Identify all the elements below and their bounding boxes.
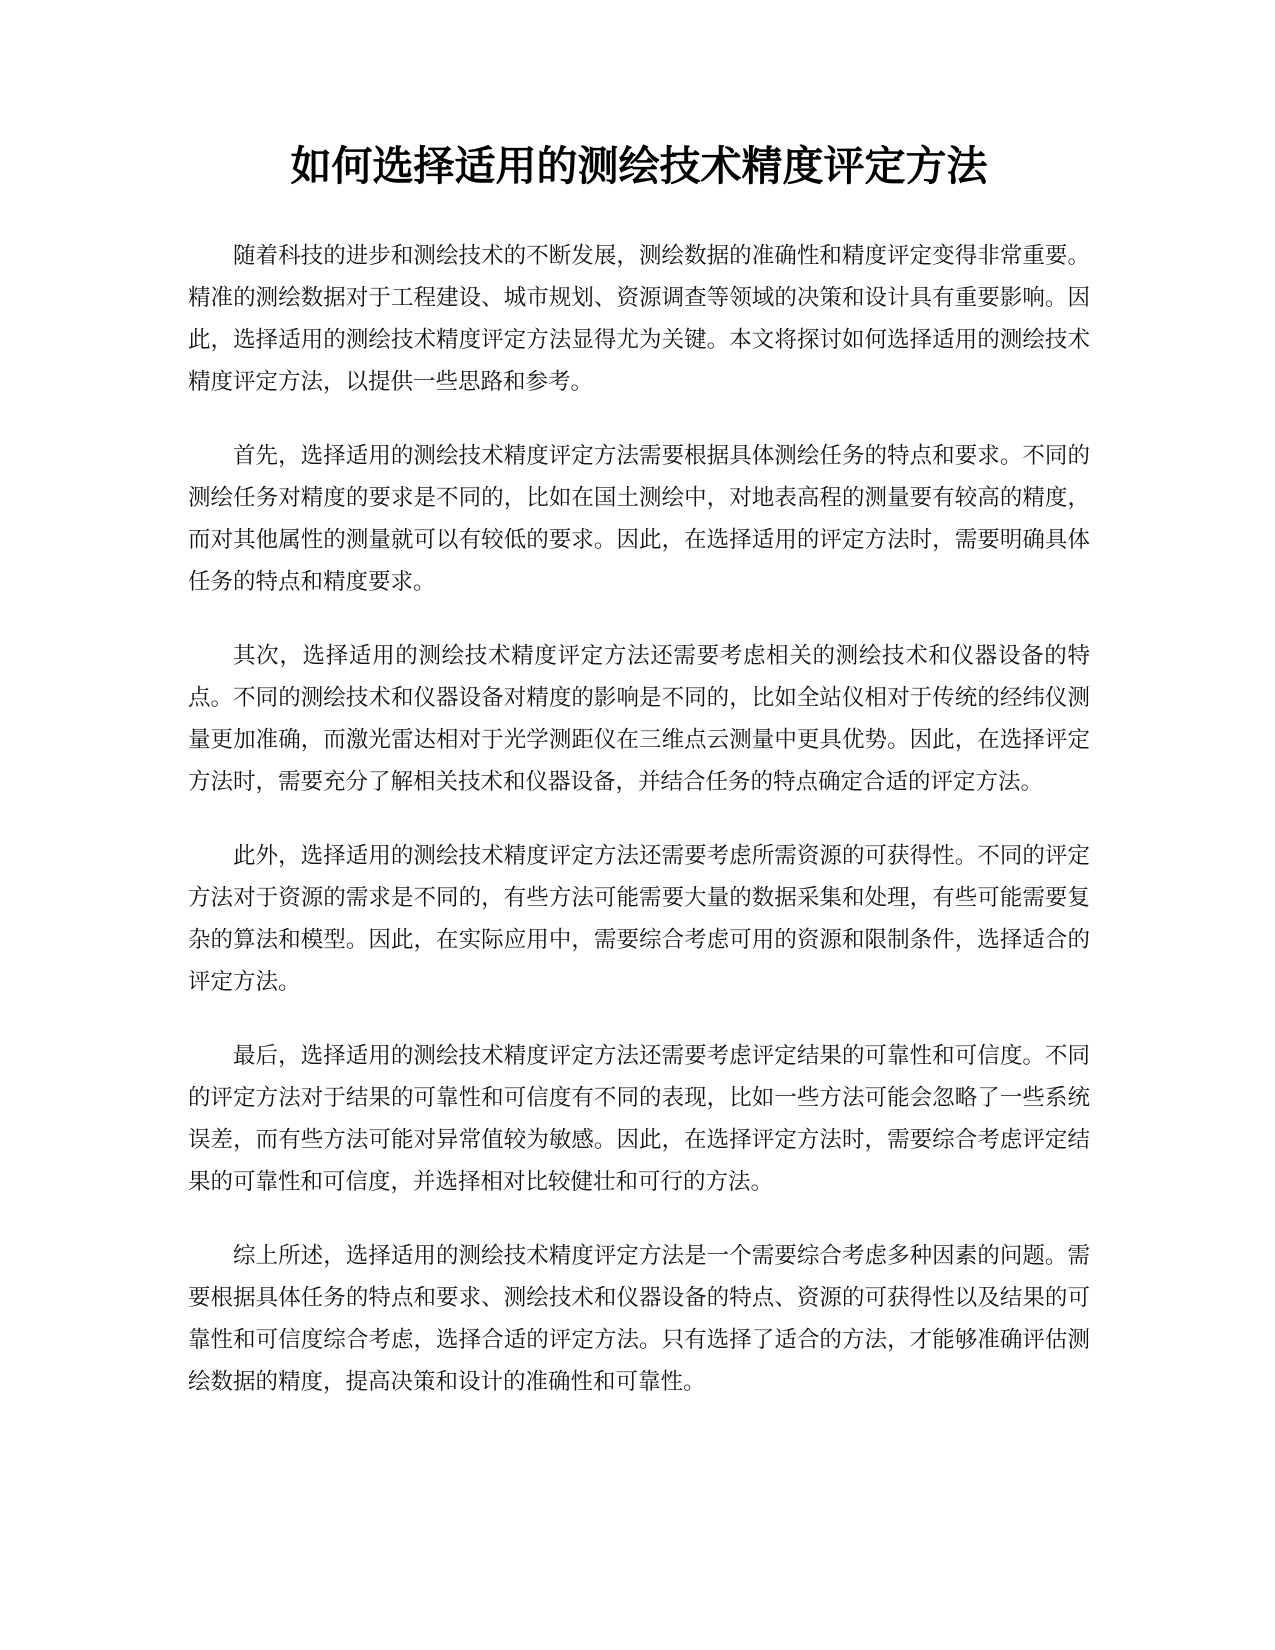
paragraph-intro: 随着科技的进步和测绘技术的不断发展，测绘数据的准确性和精度评定变得非常重要。精准的测绘数据对于工程建设、城市规划、资源调查等领域的决策和设计具有重要影响。因此，选择适用的测绘技术精度评定方法显得尤为关键。本文将探讨如何选择适用的测绘技术精度评定方法，以提供一些思路和参考。	[188, 243, 1090, 396]
paragraph-conclusion: 综上所述，选择适用的测绘技术精度评定方法是一个需要综合考虑多种因素的问题。需要根据具体任务的特点和要求、测绘技术和仪器设备的特点、资源的可获得性以及结果的可靠性和可信度综合考虑，选择合适的评定方法。只有选择了适合的方法，才能够准确评估测绘数据的精度，提高决策和设计的准确性和可靠性。	[188, 1243, 1090, 1396]
paragraph-second: 其次，选择适用的测绘技术精度评定方法还需要考虑相关的测绘技术和仪器设备的特点。不同的测绘技术和仪器设备对精度的影响是不同的，比如全站仪相对于传统的经纬仪测量更加准确，而激光雷达相对于光学测距仪在三维点云测量中更具优势。因此，在选择评定方法时，需要充分了解相关技术和仪器设备，并结合任务的特点确定合适的评定方法。	[188, 643, 1090, 796]
document-body	[188, 140, 1090, 1435]
paragraph-first: 首先，选择适用的测绘技术精度评定方法需要根据具体测绘任务的特点和要求。不同的测绘任务对精度的要求是不同的，比如在国土测绘中，对地表高程的测量要有较高的精度，而对其他属性的测量就可以有较低的要求。因此，在选择适用的评定方法时，需要明确具体任务的特点和精度要求。	[188, 443, 1090, 596]
paragraph-finally: 最后，选择适用的测绘技术精度评定方法还需要考虑评定结果的可靠性和可信度。不同的评定方法对于结果的可靠性和可信度有不同的表现，比如一些方法可能会忽略了一些系统误差，而有些方法可能对异常值较为敏感。因此，在选择评定方法时，需要综合考虑评定结果的可靠性和可信度，并选择相对比较健壮和可行的方法。	[188, 1043, 1090, 1196]
paragraph-additionally: 此外，选择适用的测绘技术精度评定方法还需要考虑所需资源的可获得性。不同的评定方法对于资源的需求是不同的，有些方法可能需要大量的数据采集和处理，有些可能需要复杂的算法和模型。因此，在实际应用中，需要综合考虑可用的资源和限制条件，选择适合的评定方法。	[188, 843, 1090, 996]
document-title: 如何选择适用的测绘技术精度评定方法	[290, 142, 988, 190]
